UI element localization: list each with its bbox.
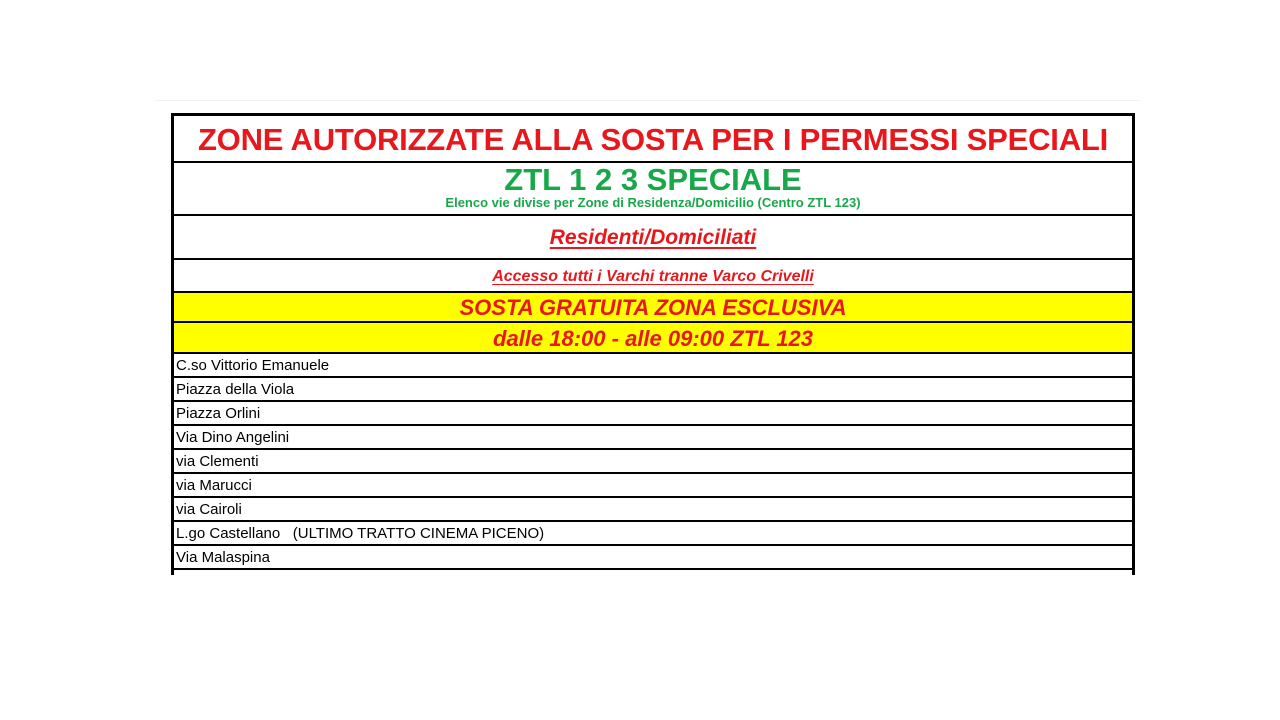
street-list bbox=[174, 354, 1132, 570]
page-edge-line bbox=[155, 100, 1140, 101]
access-label: Accesso tutti i Varchi tranne Varco Crivelli bbox=[492, 268, 814, 285]
ztl-title: ZTL 1 2 3 SPECIALE bbox=[504, 162, 802, 197]
access-note bbox=[174, 260, 1132, 293]
permit-zones-table bbox=[171, 113, 1135, 575]
street-row: via Marucci bbox=[174, 474, 1132, 498]
residents-label: Residenti/Domiciliati bbox=[549, 226, 757, 249]
document-title: ZONE AUTORIZZATE ALLA SOSTA PER I PERMESSI SPECIALI bbox=[174, 116, 1132, 163]
street-row: Via Dino Angelini bbox=[174, 426, 1132, 450]
ztl-subtitle: Elenco vie divise per Zone di Residenza/Domicilio (Centro ZTL 123) bbox=[445, 195, 861, 210]
street-row: via Cairoli bbox=[174, 498, 1132, 522]
residents-heading bbox=[174, 216, 1132, 260]
street-row: Piazza Orlini bbox=[174, 402, 1132, 426]
street-row: via Clementi bbox=[174, 450, 1132, 474]
street-row: Via Malaspina bbox=[174, 546, 1132, 570]
street-row: Piazza della Viola bbox=[174, 378, 1132, 402]
parking-rule-line-2: dalle 18:00 - alle 09:00 ZTL 123 bbox=[174, 323, 1132, 354]
ztl-section bbox=[174, 163, 1132, 216]
street-row: C.so Vittorio Emanuele bbox=[174, 354, 1132, 378]
parking-rule-line-1: SOSTA GRATUITA ZONA ESCLUSIVA bbox=[174, 293, 1132, 323]
street-row: L.go Castellano (ULTIMO TRATTO CINEMA PICENO) bbox=[174, 522, 1132, 546]
